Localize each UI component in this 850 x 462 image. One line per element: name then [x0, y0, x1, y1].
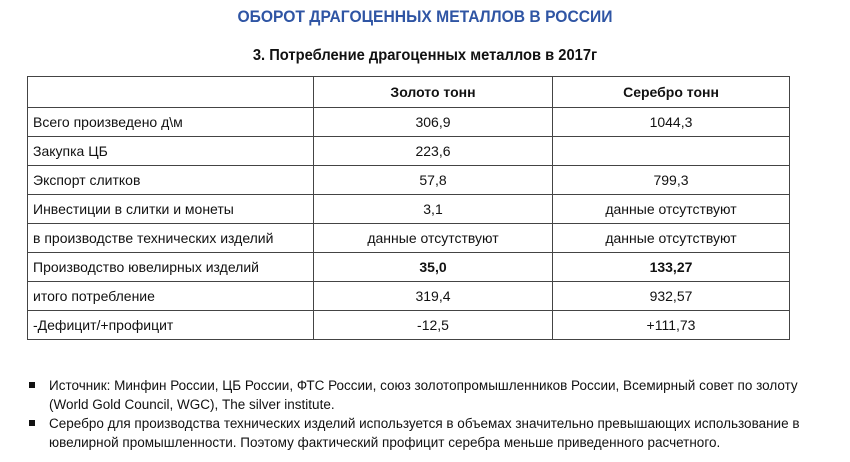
row-label: Экспорт слитков — [28, 166, 314, 195]
square-bullet-icon — [29, 420, 35, 426]
table-row — [28, 282, 790, 311]
silver-value: +111,73 — [553, 311, 790, 340]
table-row — [28, 311, 790, 340]
silver-value: 133,27 — [553, 253, 790, 282]
footnote-text: Источник: Минфин России, ЦБ России, ФТС России, союз золотопромышленников России, Всемирный совет по золоту (World Gold Council, WGC), The silver institute. — [49, 378, 798, 412]
gold-value: данные отсутствуют — [314, 224, 553, 253]
table-title: 3. Потребление драгоценных металлов в 2017г — [252, 47, 598, 64]
header-cell-gold: Золото тонн — [314, 77, 553, 108]
footnote-silver — [22, 414, 832, 452]
gold-value: 57,8 — [314, 166, 553, 195]
table-row — [28, 253, 790, 282]
table-header-row — [28, 77, 790, 108]
silver-value: 799,3 — [553, 166, 790, 195]
table-row — [28, 224, 790, 253]
row-label: Закупка ЦБ — [28, 137, 314, 166]
header-cell-silver: Серебро тонн — [553, 77, 790, 108]
gold-value: 35,0 — [314, 253, 553, 282]
row-label: Производство ювелирных изделий — [28, 253, 314, 282]
gold-value: 319,4 — [314, 282, 553, 311]
footnote-text: Серебро для производства технических изделий используется в объемах значительно превышающих использование в ювелирной промышленности. Поэтому фактический профицит серебра меньше приведенного расчетного. — [49, 416, 800, 450]
footnote-source — [22, 376, 832, 414]
footnotes — [22, 376, 832, 452]
gold-value: 306,9 — [314, 108, 553, 137]
row-label: Инвестиции в слитки и монеты — [28, 195, 314, 224]
square-bullet-icon — [29, 382, 35, 388]
table-row — [28, 137, 790, 166]
row-label: в производстве технических изделий — [28, 224, 314, 253]
table-row — [28, 166, 790, 195]
gold-value: -12,5 — [314, 311, 553, 340]
row-label: итого потребление — [28, 282, 314, 311]
row-label: Всего произведено д\м — [28, 108, 314, 137]
silver-value: 932,57 — [553, 282, 790, 311]
gold-value: 223,6 — [314, 137, 553, 166]
silver-value — [553, 137, 790, 166]
page-title: ОБОРОТ ДРАГОЦЕННЫХ МЕТАЛЛОВ В РОССИИ — [237, 7, 613, 26]
silver-value: 1044,3 — [553, 108, 790, 137]
header-cell-label — [28, 77, 314, 108]
precious-metals-table — [27, 76, 790, 340]
table-row — [28, 195, 790, 224]
silver-value: данные отсутствуют — [553, 224, 790, 253]
row-label: -Дефицит/+профицит — [28, 311, 314, 340]
silver-value: данные отсутствуют — [553, 195, 790, 224]
gold-value: 3,1 — [314, 195, 553, 224]
table-row — [28, 108, 790, 137]
